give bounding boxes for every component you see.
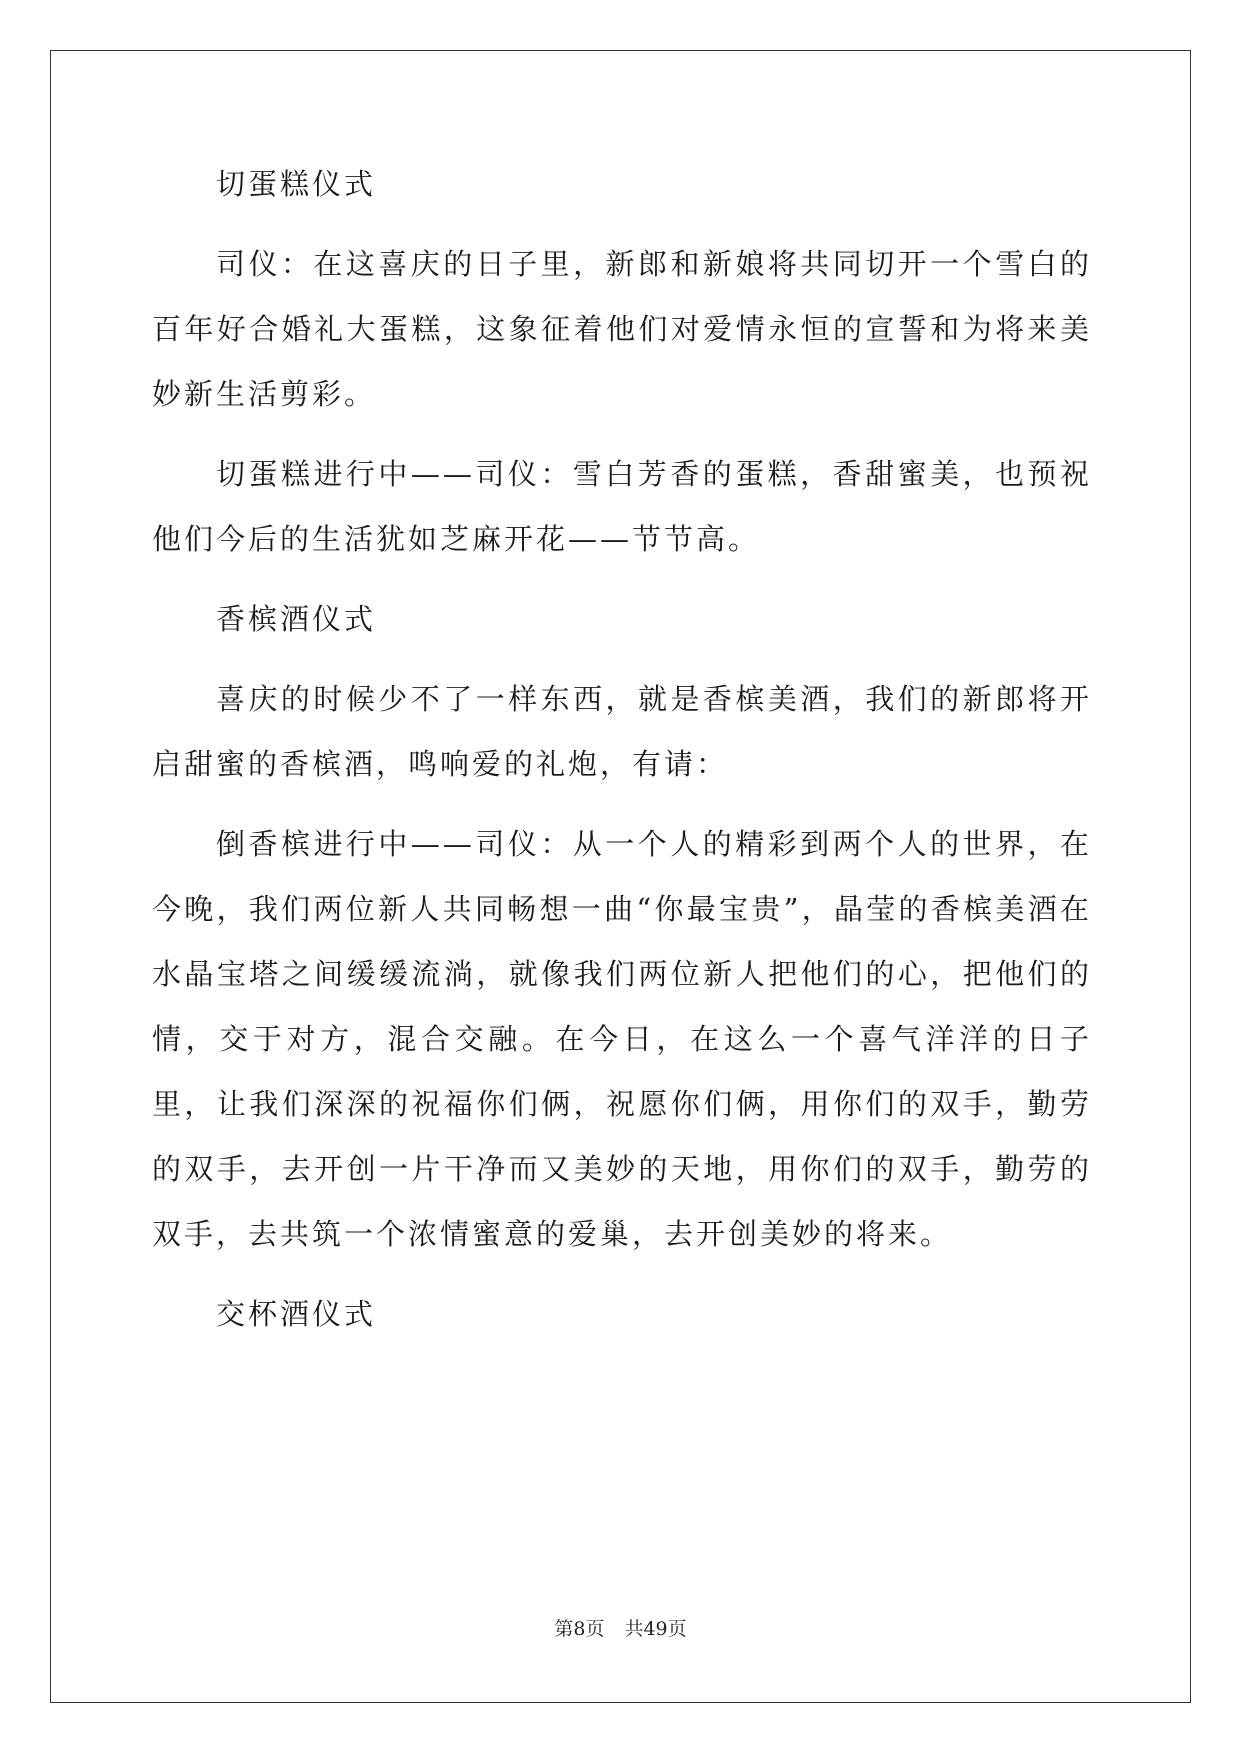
section-heading-cross-cup-wine: 交杯酒仪式 xyxy=(216,1297,377,1331)
document-body xyxy=(152,152,1092,1362)
section-heading-cake-cutting: 切蛋糕仪式 xyxy=(216,167,377,201)
paragraph-cake-intro: 司仪：在这喜庆的日子里，新郎和新娘将共同切开一个雪白的百年好合婚礼大蛋糕，这象征着他们对爱情永恒的宣誓和为将来美妙新生活剪彩。 xyxy=(152,247,1092,411)
paragraph-champagne-pouring: 倒香槟进行中——司仪：从一个人的精彩到两个人的世界，在今晚，我们两位新人共同畅想一曲“你最宝贵”，晶莹的香槟美酒在水晶宝塔之间缓缓流淌，就像我们两位新人把他们的心，把他们的情，交于对方，混合交融。在今日，在这么一个喜气洋洋的日子里，让我们深深的祝福你们俩，祝愿你们俩，用你们的双手，勤劳的双手，去开创一片干净而又美妙的天地，用你们的双手，勤劳的双手，去共筑一个浓情蜜意的爱巢，去开创美妙的将来。 xyxy=(152,827,1092,1251)
section-heading-champagne: 香槟酒仪式 xyxy=(216,602,377,636)
paragraph-cake-cutting: 切蛋糕进行中——司仪：雪白芳香的蛋糕，香甜蜜美，也预祝他们今后的生活犹如芝麻开花——节节高。 xyxy=(152,457,1092,556)
page-footer xyxy=(0,1614,1241,1641)
paragraph-champagne-intro: 喜庆的时候少不了一样东西，就是香槟美酒，我们的新郎将开启甜蜜的香槟酒，鸣响爱的礼炮，有请： xyxy=(152,682,1092,781)
total-pages: 共49页 xyxy=(624,1618,687,1640)
current-page-number: 第8页 xyxy=(554,1618,605,1640)
